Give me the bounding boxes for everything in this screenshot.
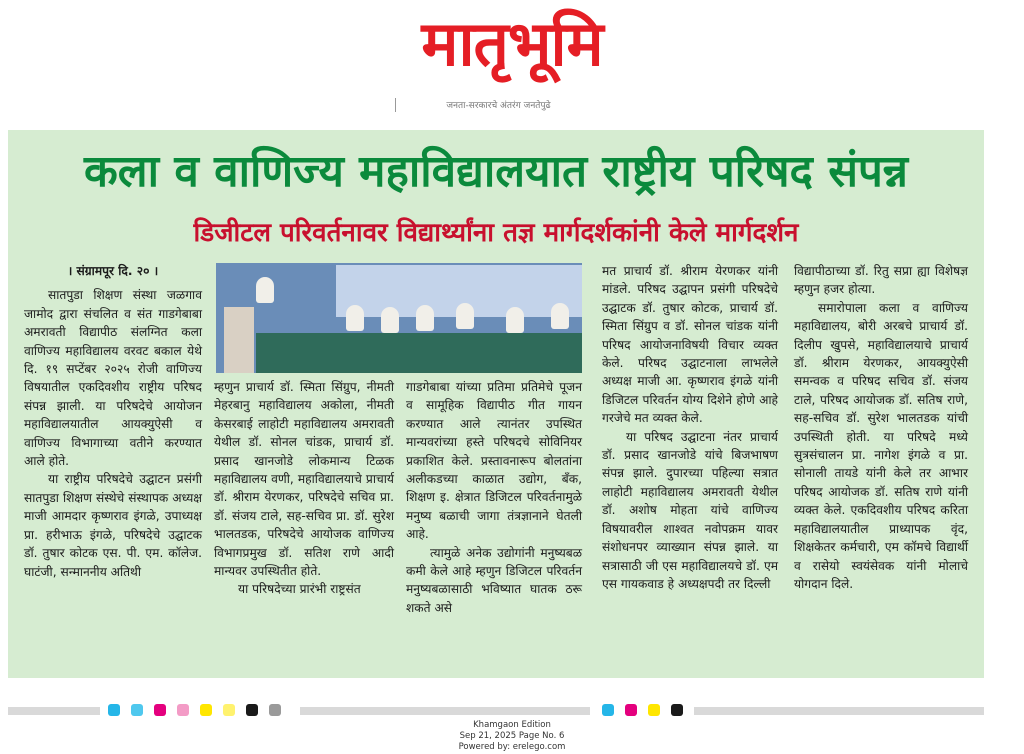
masthead <box>0 0 1024 118</box>
edition-name: Khamgaon Edition <box>473 720 551 730</box>
column-5-paragraph-1: विद्यापीठाच्या डॉ. रितु सप्रा ह्या विशेषज्ञ म्हणुन हजर होत्या. <box>794 264 968 297</box>
color-swatch <box>671 704 683 716</box>
column-3-paragraph-1: गाडगेबाबा यांच्या प्रतिमा प्रतिमेचे पूजन व सामूहिक विद्यापीठ गीत गायन करण्यात आले त्यानंतर उपस्थित मान्यवरांच्या हस्ते परिषदचे सोविनियर प्रकाशित केले. प्रस्तावनारूप बोलतांना अलीकडच्या काळात उद्योग, बँक, शिक्षण इ. क्षेत्रात डिजिटल परिवर्तनामुळे मनुष्य बळाची जागा तंत्रज्ञानाने घेतली आहे. <box>406 380 582 542</box>
podium <box>224 307 254 373</box>
color-swatch <box>131 704 143 716</box>
article-column-5 <box>794 262 968 593</box>
article-subheadline: डिजीटल परिवर्तनावर विद्यार्थ्यांना तज्ञ मार्गदर्शकांनी केले मार्गदर्शन <box>193 218 799 248</box>
column-1-paragraph-2: या राष्ट्रीय परिषदेचे उद्घाटन प्रसंगी सातपुडा शिक्षण संस्थेचे संस्थापक अध्यक्ष माजी आमदार कृष्णराव इंगळे, उपाध्यक्ष प्रा. हरीभाऊ इंगळे, परिषदेचे उद्घाटक डॉ. तुषार कोटक एस. पी. एम. कॉलेज. घाटंजी, सन्माननीय अतिथी <box>24 472 202 579</box>
speaker-figure <box>256 277 274 303</box>
masthead-tagline: जनता-सरकारचे अंतरंग जनतेपुढे <box>395 98 595 112</box>
color-swatch <box>177 704 189 716</box>
event-photo <box>216 263 582 373</box>
article-column-2 <box>214 378 394 599</box>
print-strip-left <box>8 707 100 715</box>
column-2-paragraph-2: या परिषदेच्या प्रारंभी राष्ट्रसंत <box>238 582 361 597</box>
color-swatch <box>108 704 120 716</box>
article-column-1 <box>24 262 202 581</box>
guest-figure <box>416 305 434 331</box>
column-4-paragraph-2: या परिषद उद्घाटना नंतर प्राचार्य डॉ. प्रसाद खानजोडे यांचे बिजभाषण संपन्न झाले. दुपारच्या पहिल्या सत्रात लाहोटी महाविद्यालय अमरावती येथील डॉ. अशोष मोहता यांचे वाणिज्य विषयावरील शाश्वत नवोपक्रम यावर संशोधनपर व्याख्यान संपन्न झाले. या सत्रासाठी जी एस महाविद्यालयचे डॉ. एम एस गायकवाड हे अध्यक्षपदी तर दिल्ली <box>602 429 778 591</box>
color-swatch <box>246 704 258 716</box>
color-swatch <box>200 704 212 716</box>
article-headline: कला व वाणिज्य महाविद्यालयात राष्ट्रीय परिषद संपन्न <box>83 146 909 197</box>
column-5-paragraph-2: समारोपाला कला व वाणिज्य महाविद्यालय, बोरी अरबचे प्राचार्य डॉ. दिलीप खुपसे, महाविद्यालयाचे प्राचार्य डॉ. श्रीराम येरणकर, आयक्युऐसी समन्वक व परिषद सचिव डॉ. संजय टाले, परिषद आयोजक डॉ. सतिष राणे, सह-सचिव डॉ. सुरेश भालतडक यांची उपस्थिती होती. या परिषदे मध्ये सुत्रसंचालन प्रा. नागेश इंगळे व प्रा. सोनाली तायडे यांनी केले तर आभार परिषद आयोजक डॉ. सतिष राणे यांनी व्यक्त केले. एकदिवशीय परिषद करिता महाविद्यालयातील प्राध्यापक वृंद, शिक्षकेतर कर्मचारी, एम कॉमचे विद्यार्थी व रासेयो स्वयंसेवक यांनी मोलाचे योगदान दिले. <box>794 300 968 591</box>
print-strip-right <box>694 707 984 715</box>
color-swatch <box>269 704 281 716</box>
color-swatch <box>223 704 235 716</box>
guest-figure <box>381 307 399 333</box>
column-2-paragraph-1: म्हणुन प्राचार्य डॉ. स्मिता सिंग्रुप, नीमती मेहरबानु महाविद्यालय अकोला, नीमती केसरबाई लाहोटी महाविद्यालय अमरावती येथील डॉ. सोनल चांडक, प्राचार्य डॉ. प्रसाद खानजोडे लोकमान्य टिळक महाविद्यालय वणी, महाविद्यालयाचे प्राचार्य डॉ. श्रीराम येरणकर, परिषदेचे सचिव प्रा. डॉ. संजय टाले, सह-सचिव प्रा. डॉ. सुरेश भालतडक, परिषदेचे आयोजक वाणिज्य विभागप्रमुख डॉ. सतिश राणे आदी मान्यवर उपस्थितीत होते. <box>214 380 394 579</box>
color-swatch <box>648 704 660 716</box>
article-column-4 <box>602 262 778 593</box>
guest-figure <box>456 303 474 329</box>
column-3-paragraph-2: त्यामुळे अनेक उद्योगांनी मनुष्यबळ कमी केले आहे म्हणुन डिजिटल परिवर्तन मनुष्यबळासाठी भविष्यात घातक ठरू शकते असे <box>406 545 582 615</box>
guest-figure <box>506 307 524 333</box>
column-4-paragraph-1: मत प्राचार्य डॉ. श्रीराम येरणकर यांनी मांडले. परिषद उद्घापन प्रसंगी परिषदेचे उद्घाटक डॉ. तुषार कोटक, प्राचार्य डॉ. स्मिता सिंग्रुप व डॉ. सोनल चांडक यांनी परिषद आयोजनाविषयी विचार व्यक्त केले. परिषद उद्घाटनाला लाभलेले अध्यक्ष माजी आ. कृष्णराव इंगळे यांनी डिजिटल परिवर्तन योग्य दिशेने होणे आहे गरजेचे मत व्यक्त केले. <box>602 264 778 426</box>
stage-table <box>256 333 582 373</box>
guest-figure <box>346 305 364 331</box>
newspaper-logo: मातृभूमि <box>421 7 603 80</box>
news-clipping <box>8 130 984 678</box>
print-strip-middle <box>300 707 590 715</box>
edition-footer <box>412 720 612 753</box>
article-column-3 <box>406 378 582 617</box>
color-swatch <box>154 704 166 716</box>
guest-figure <box>551 303 569 329</box>
color-swatch <box>602 704 614 716</box>
column-1-paragraph-1: सातपुडा शिक्षण संस्था जळगाव जामोद द्वारा संचलित व संत गाडगेबाबा अमरावती विद्यापीठ संलग्नित कला वाणिज्य महाविद्यालय वरवट बकाल येथे दि. १९ सप्टेंबर २०२५ रोजी वाणिज्य विषयातील एकदिवशीय राष्ट्रीय परिषद संपन्न झाली. या परिषदेचे आयोजन महाविद्यालयातील आयक्युऐसी व वाणिज्य विभागाच्या वतीने करण्यात आले होते. <box>24 288 202 469</box>
edition-date-page: Sep 21, 2025 Page No. 6 <box>459 731 565 741</box>
article-dateline: । संग्रामपूर दि. २० । <box>67 264 159 278</box>
powered-by: Powered by: erelego.com <box>458 742 566 752</box>
color-swatch <box>625 704 637 716</box>
